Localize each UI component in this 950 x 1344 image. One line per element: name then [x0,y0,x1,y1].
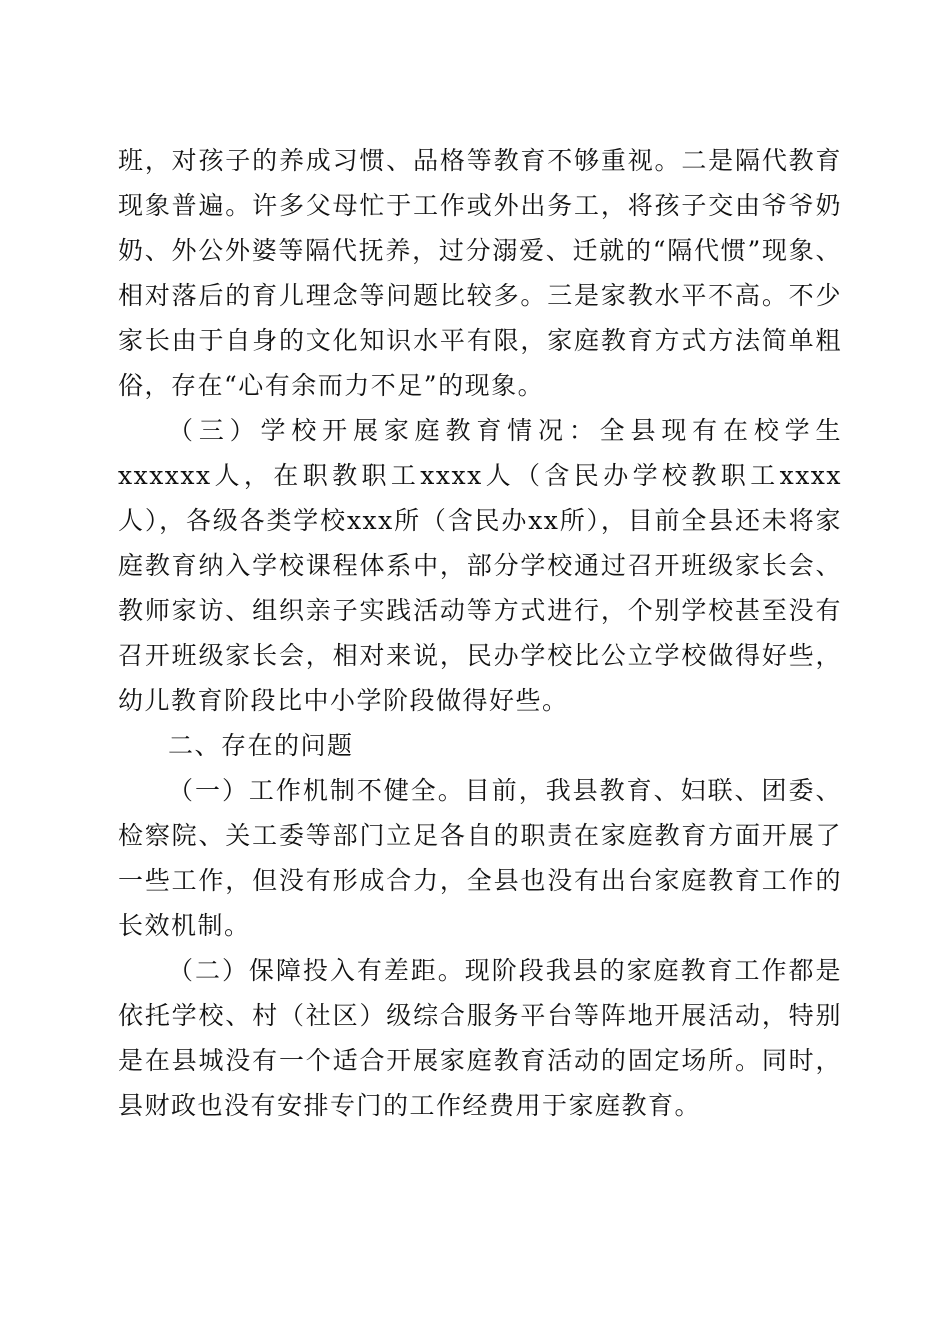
section-heading-problems: 二、存在的问题 [168,731,354,760]
paragraph-school-family-education: （三）学校开展家庭教育情况：全县现有在校学生xxxxxx人，在职教职工xxxx人（含民办学校教职工xxxx人），各级各类学校xxx所（含民办xx所），目前全县还未将家庭教育纳入学校课程体系中，部分学校通过召开班级家长会、教师家访、组织亲子实践活动等方式进行，个别学校甚至没有召开班级家长会，相对来说，民办学校比公立学校做得好些，幼儿教育阶段比中小学阶段做得好些。 [118,416,842,715]
paragraph-work-mechanism: （一）工作机制不健全。目前，我县教育、妇联、团委、检察院、关工委等部门立足各自的职责在家庭教育方面开展了一些工作，但没有形成合力，全县也没有出台家庭教育工作的长效机制。 [118,776,842,940]
paragraph-funding-gap: （二）保障投入有差距。现阶段我县的家庭教育工作都是依托学校、村（社区）级综合服务平台等阵地开展活动，特别是在县城没有一个适合开展家庭教育活动的固定场所。同时，县财政也没有安排专门的工作经费用于家庭教育。 [118,956,842,1120]
paragraph-continuation: 班，对孩子的养成习惯、品格等教育不够重视。二是隔代教育现象普遍。许多父母忙于工作或外出务工，将孩子交由爷爷奶奶、外公外婆等隔代抚养，过分溺爱、迁就的“隔代惯”现象、相对落后的育儿理念等问题比较多。三是家教水平不高。不少家长由于自身的文化知识水平有限，家庭教育方式方法简单粗俗，存在“心有余而力不足”的现象。 [118,146,842,400]
document-body [118,138,842,1128]
